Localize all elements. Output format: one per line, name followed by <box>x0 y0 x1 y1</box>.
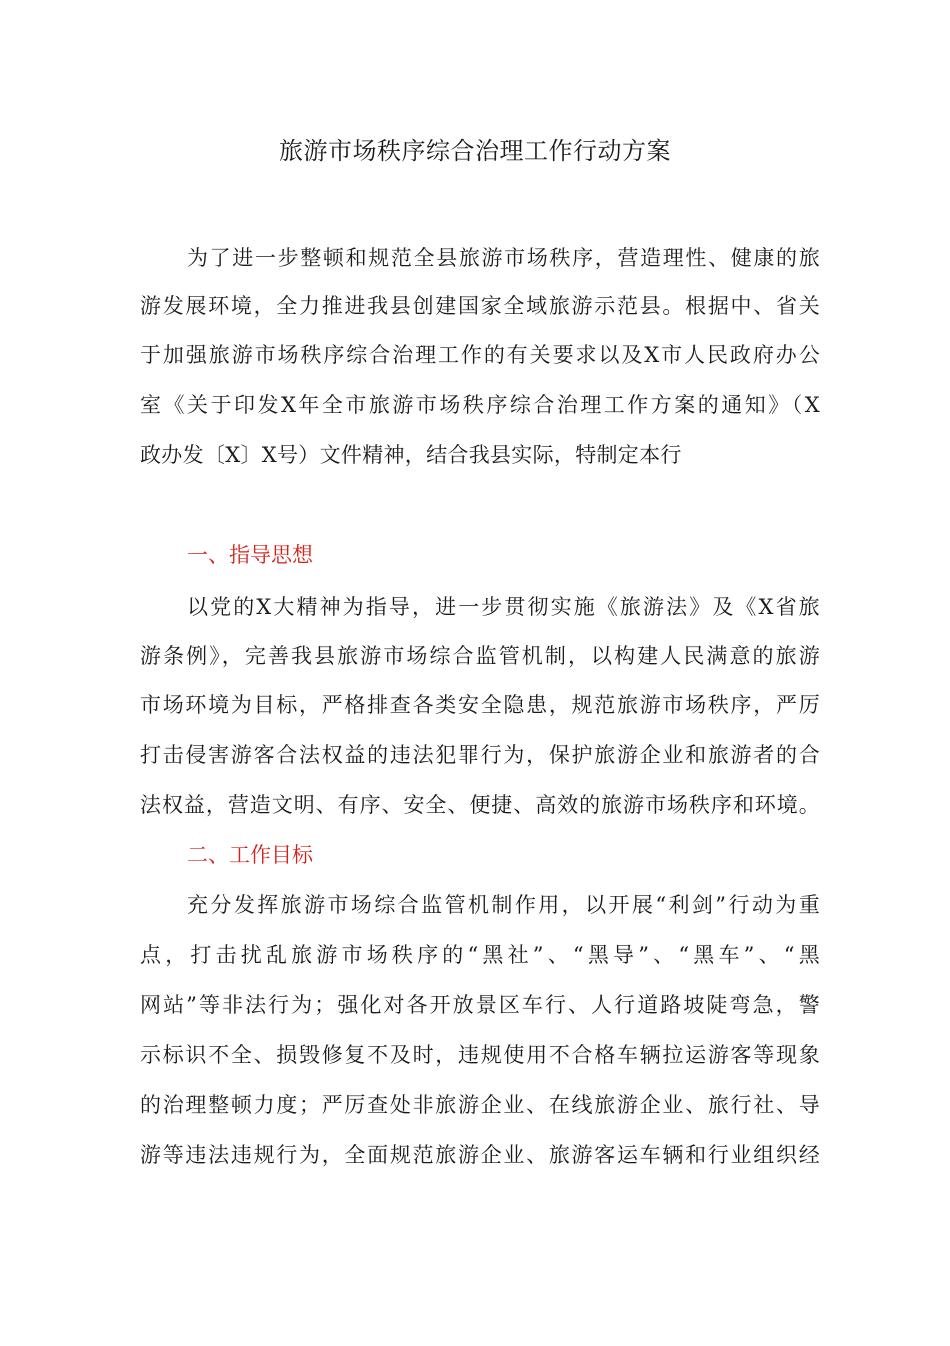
section1-line: 市场环境为目标，严格排查各类安全隐患，规范旅游市场秩序，严厉 <box>140 693 820 717</box>
section2-line: 充分发挥旅游市场综合监管机制作用，以开展“利剑”行动为重 <box>187 893 820 917</box>
section1-line: 法权益，营造文明、有序、安全、便捷、高效的旅游市场秩序和环境。 <box>140 793 820 817</box>
intro-line: 游发展环境，全力推进我县创建国家全域旅游示范县。根据中、省关 <box>140 294 820 318</box>
section2-line: 示标识不全、损毁修复不及时，违规使用不合格车辆拉运游客等现象 <box>140 1043 820 1067</box>
intro-line: 于加强旅游市场秩序综合治理工作的有关要求以及X市人民政府办公 <box>140 343 820 367</box>
document-title: 旅游市场秩序综合治理工作行动方案 <box>279 137 671 165</box>
section2-line: 游等违法违规行为，全面规范旅游企业、旅游客运车辆和行业组织经 <box>140 1143 820 1167</box>
intro-line: 为了进一步整顿和规范全县旅游市场秩序，营造理性、健康的旅 <box>187 246 820 270</box>
intro-line: 室《关于印发X年全市旅游市场秩序综合治理工作方案的通知》（X <box>140 393 820 417</box>
intro-line: 政办发〔X〕X号）文件精神，结合我县实际，特制定本行 <box>140 443 682 467</box>
section-heading-work-goals: 二、工作目标 <box>187 843 313 867</box>
section2-line: 网站”等非法行为；强化对各开放景区车行、人行道路坡陡弯急，警 <box>140 993 820 1017</box>
section1-line: 游条例》，完善我县旅游市场综合监管机制，以构建人民满意的旅游 <box>140 644 820 668</box>
section2-line: 的治理整顿力度；严厉查处非旅游企业、在线旅游企业、旅行社、导 <box>140 1093 820 1117</box>
section2-line: 点，打击扰乱旅游市场秩序的“黑社”、“黑导”、“黑车”、“黑 <box>140 943 820 967</box>
section-heading-guiding-thought: 一、指导思想 <box>187 543 313 567</box>
section1-line: 打击侵害游客合法权益的违法犯罪行为，保护旅游企业和旅游者的合 <box>140 743 820 767</box>
section1-line: 以党的X大精神为指导，进一步贯彻实施《旅游法》及《X省旅 <box>187 595 820 619</box>
